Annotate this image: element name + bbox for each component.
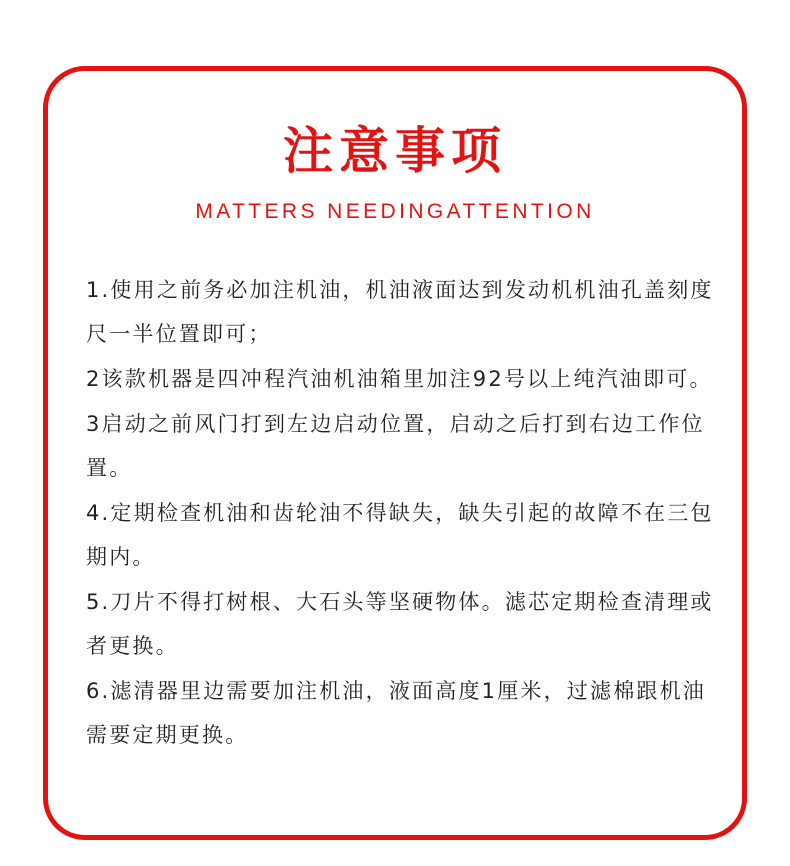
- note-item-6: 6.滤清器里边需要加注机油，液面高度1厘米，过滤棉跟机油需要定期更换。: [86, 679, 706, 747]
- notes-list: [86, 268, 718, 758]
- note-item-2: 2该款机器是四冲程汽油机油箱里加注92号以上纯汽油即可。: [86, 367, 713, 391]
- note-item-1: 1.使用之前务必加注机油，机油液面达到发动机机油孔盖刻度尺一半位置即可；: [86, 278, 714, 346]
- notice-card: [43, 66, 747, 840]
- notice-title: 注意事项: [283, 122, 507, 180]
- note-item-4: 4.定期检查机油和齿轮油不得缺失，缺失引起的故障不在三包期内。: [86, 501, 714, 569]
- notice-subtitle: MATTERS NEEDINGATTENTION: [195, 200, 595, 223]
- note-item-3: 3启动之前风门打到左边启动位置，启动之后打到右边工作位置。: [86, 412, 705, 480]
- note-item-5: 5.刀片不得打树根、大石头等坚硬物体。滤芯定期检查清理或者更换。: [86, 590, 714, 658]
